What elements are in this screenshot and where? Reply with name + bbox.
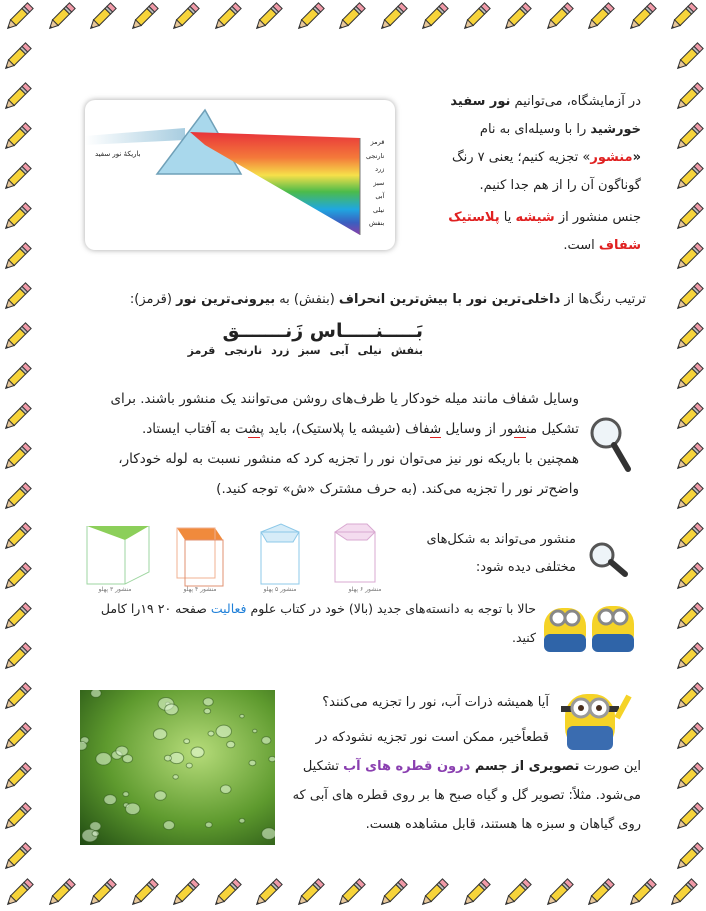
mnemonic-color: آبی (329, 344, 349, 357)
spectrum-color-label: نیلی (373, 205, 385, 214)
text: » تجزیه کنیم؛ یعنی ۷ رنگ (451, 150, 591, 165)
pencil-icon (0, 400, 34, 434)
pencil-icon (625, 876, 659, 910)
pencil-icon (168, 0, 202, 34)
activity-link[interactable]: فعالیت (210, 601, 247, 616)
pencil-icon (251, 876, 285, 910)
pencil-icon (672, 320, 706, 354)
mnemonic-color: نیلی (357, 344, 382, 357)
text: این صورت (579, 759, 641, 774)
text: مختلفی دیده شود: (475, 560, 576, 575)
pencil-icon (210, 876, 244, 910)
pencil-icon (672, 680, 706, 714)
pencil-icon (293, 0, 327, 34)
pencil-icon (672, 240, 706, 274)
text: (بنفش) به (275, 292, 339, 307)
mnemonic-word: بَـــــنـــــاس زَنـــــــق (222, 320, 423, 342)
text: ترتیب رنگ‌ها از (560, 292, 646, 307)
text: می‌شود. مثلاً: تصویر گل و گیاه صبح ها بر روی قطره های آبی که (292, 788, 641, 803)
hexagonal-prism (335, 524, 375, 582)
text: جنس منشور از (554, 210, 641, 225)
text: را با وسیله‌ای به نام (479, 122, 591, 137)
prism-shape-label: منشور ۶ پهلو (348, 586, 382, 593)
underlined-letter: ش (429, 421, 442, 437)
pencil-icon (376, 876, 410, 910)
prism-shape-label: منشور ۳ پهلو (98, 586, 132, 593)
text: ت به آفتاب ایستاد. (141, 421, 249, 437)
magnifier-icon (588, 415, 632, 473)
pencil-icon (625, 0, 659, 34)
pencil-icon (666, 0, 700, 34)
pencil-icon (500, 876, 534, 910)
pencil-icon (0, 440, 34, 474)
triangular-prism (87, 526, 149, 584)
spectrum-labels (366, 136, 384, 231)
prism-shape-label: منشور ۵ پهلو (263, 586, 297, 593)
pencil-icon (672, 760, 706, 794)
highlight-transparent: شفاف (598, 238, 641, 253)
pencil-icon (672, 40, 706, 74)
bold-text: داخلی‌ترین نور با بیش‌ترین انحراف (338, 292, 561, 307)
pencil-icon (127, 876, 161, 910)
pencil-icon (500, 0, 534, 34)
pencil-icon (127, 0, 161, 34)
pencil-icon (459, 0, 493, 34)
pencil-icon (0, 120, 34, 154)
pencil-icon (168, 876, 202, 910)
pencil-icon (459, 876, 493, 910)
bold-text: نور سفید (450, 94, 511, 109)
text: واضح‌تر نور را تجزیه می‌کند. (به حرف مشترک «ش» توجه کنید.) (216, 481, 579, 497)
pentagonal-prism (261, 524, 299, 584)
pencil-icon (672, 200, 706, 234)
pencil-icon (0, 40, 34, 74)
pencil-icon (251, 0, 285, 34)
pencil-icon (0, 600, 34, 634)
pencil-icon (672, 120, 706, 154)
text: یا (499, 210, 516, 225)
water-paragraph (281, 688, 641, 839)
prism-shapes (85, 522, 385, 588)
text: است. (563, 238, 599, 253)
bold-text: بیرونی‌ترین نور (176, 292, 276, 307)
pencil-icon (0, 240, 34, 274)
pencil-icon (672, 480, 706, 514)
spectrum-color-label: قرمز (370, 138, 385, 146)
pencil-icon (666, 876, 700, 910)
text: منشور می‌تواند به شکل‌های (426, 532, 576, 547)
highlight-plastic: پلاستیک (448, 210, 500, 225)
prism-diagram (85, 100, 395, 250)
question-text: آیا همیشه ذرات آب، نور را تجزیه می‌کنند؟ (322, 695, 549, 710)
mnemonic-color: نارنجی (224, 344, 263, 357)
prism-shape-label: منشور ۴ پهلو (183, 586, 217, 593)
mnemonic-color: بنفش (390, 344, 423, 357)
pencil-icon (293, 876, 327, 910)
bold-text: خورشید (590, 122, 641, 137)
pencil-icon (672, 440, 706, 474)
text: « (632, 150, 641, 165)
pencil-icon (672, 360, 706, 394)
pencil-icon (672, 640, 706, 674)
pencil-icon (376, 0, 410, 34)
color-order-line (46, 286, 646, 314)
pencil-icon (0, 680, 34, 714)
pencil-icon (0, 360, 34, 394)
pencil-icon (672, 160, 706, 194)
text: فاف (شیشه یا پلاستیک)، باید پ (260, 421, 430, 437)
spectrum-color-label: بنفش (369, 219, 385, 227)
pencil-icon (0, 520, 34, 554)
underlined-letter: ش (248, 421, 261, 437)
mnemonic-colors (188, 342, 423, 360)
pencil-icon (0, 640, 34, 674)
spectrum-color-label: نارنجی (366, 151, 385, 160)
underlined-letter: ش (513, 421, 526, 437)
intro-paragraph (411, 88, 641, 260)
pencil-icon (672, 520, 706, 554)
bold-text: تصویری از جسم (474, 759, 580, 774)
spectrum-color-label: سبز (373, 178, 385, 187)
pencil-icon (583, 876, 617, 910)
pencil-icon (85, 876, 119, 910)
water-drops (80, 690, 275, 845)
text: همچنین با باریکه نور نیز می‌توان نور را تجزیه کرد که منشور نسبت به لوله خودکار، (118, 451, 579, 467)
beam-label: باریکهٔ نور سفید (95, 150, 141, 158)
pencil-icon (44, 0, 78, 34)
text: کنید. (511, 630, 536, 645)
tools-paragraph (59, 384, 579, 504)
text: وسایل شفاف مانند میله خودکار یا ظرف‌های روشن می‌توانند یک منشور باشند. برای (110, 391, 579, 407)
pencil-icon (85, 0, 119, 34)
pencil-icon (334, 876, 368, 910)
pencil-icon (210, 0, 244, 34)
pencil-icon (672, 800, 706, 834)
text: ور از وسایل (441, 421, 514, 437)
pencil-icon (672, 720, 706, 754)
mnemonic-color: قرمز (187, 344, 216, 357)
pencil-icon (2, 0, 36, 34)
pencil-icon (672, 840, 706, 874)
pencil-icon (0, 800, 34, 834)
text: قطعاًخیر، ممکن است نور تجزیه نشودکه در (315, 730, 549, 745)
pencil-icon (583, 0, 617, 34)
text: در آزمایشگاه، می‌توانیم (510, 94, 641, 109)
pencil-icon (334, 0, 368, 34)
prism-dispersion-figure (85, 100, 395, 250)
pencil-icon (2, 876, 36, 910)
pencil-icon (0, 280, 34, 314)
pencil-icon (672, 280, 706, 314)
highlight-prism: منشور (590, 150, 633, 165)
highlight-glass: شیشه (515, 210, 555, 225)
text: حالا با توجه به دانسته‌های جدید (بالا) خود در کتاب علوم (246, 601, 536, 616)
water-drops-leaf-image (80, 690, 275, 845)
text: تشکیل من (525, 421, 579, 437)
spectrum-color-label: زرد (375, 165, 385, 173)
pencil-icon (542, 0, 576, 34)
activity-text (56, 594, 536, 652)
pencil-icon (417, 876, 451, 910)
pencil-icon (672, 600, 706, 634)
pencil-icon (0, 760, 34, 794)
pencil-icon (0, 480, 34, 514)
pencil-icon (0, 80, 34, 114)
pencil-icon (0, 200, 34, 234)
pencil-icon (417, 0, 451, 34)
pencil-icon (542, 876, 576, 910)
minions-image (540, 600, 640, 654)
text: روی گیاهان و سبزه ها هستند، قابل مشاهده هست. (365, 817, 641, 832)
highlight-text: درون قطره های آب (343, 759, 475, 774)
text: (قرمز): (129, 292, 177, 307)
pencil-icon (0, 560, 34, 594)
pencil-icon (672, 80, 706, 114)
pencil-icon (44, 876, 78, 910)
spectrum-color-label: آبی (375, 192, 385, 200)
pencil-icon (672, 400, 706, 434)
pencil-icon (0, 840, 34, 874)
pencil-icon (0, 160, 34, 194)
text: تشکیل (302, 759, 344, 774)
magnifier-icon (587, 540, 629, 580)
shapes-text (426, 526, 576, 582)
pencil-icon (0, 320, 34, 354)
mnemonic-color: زرد (271, 344, 290, 357)
mnemonic-color: سبز (298, 344, 321, 357)
text: صفحه ۲۰ ۱۹را کامل (100, 601, 211, 616)
square-prism (177, 528, 223, 586)
pencil-icon (0, 720, 34, 754)
pencil-icon (672, 560, 706, 594)
text: گوناگون آن را از هم جدا کنیم. (479, 178, 641, 193)
